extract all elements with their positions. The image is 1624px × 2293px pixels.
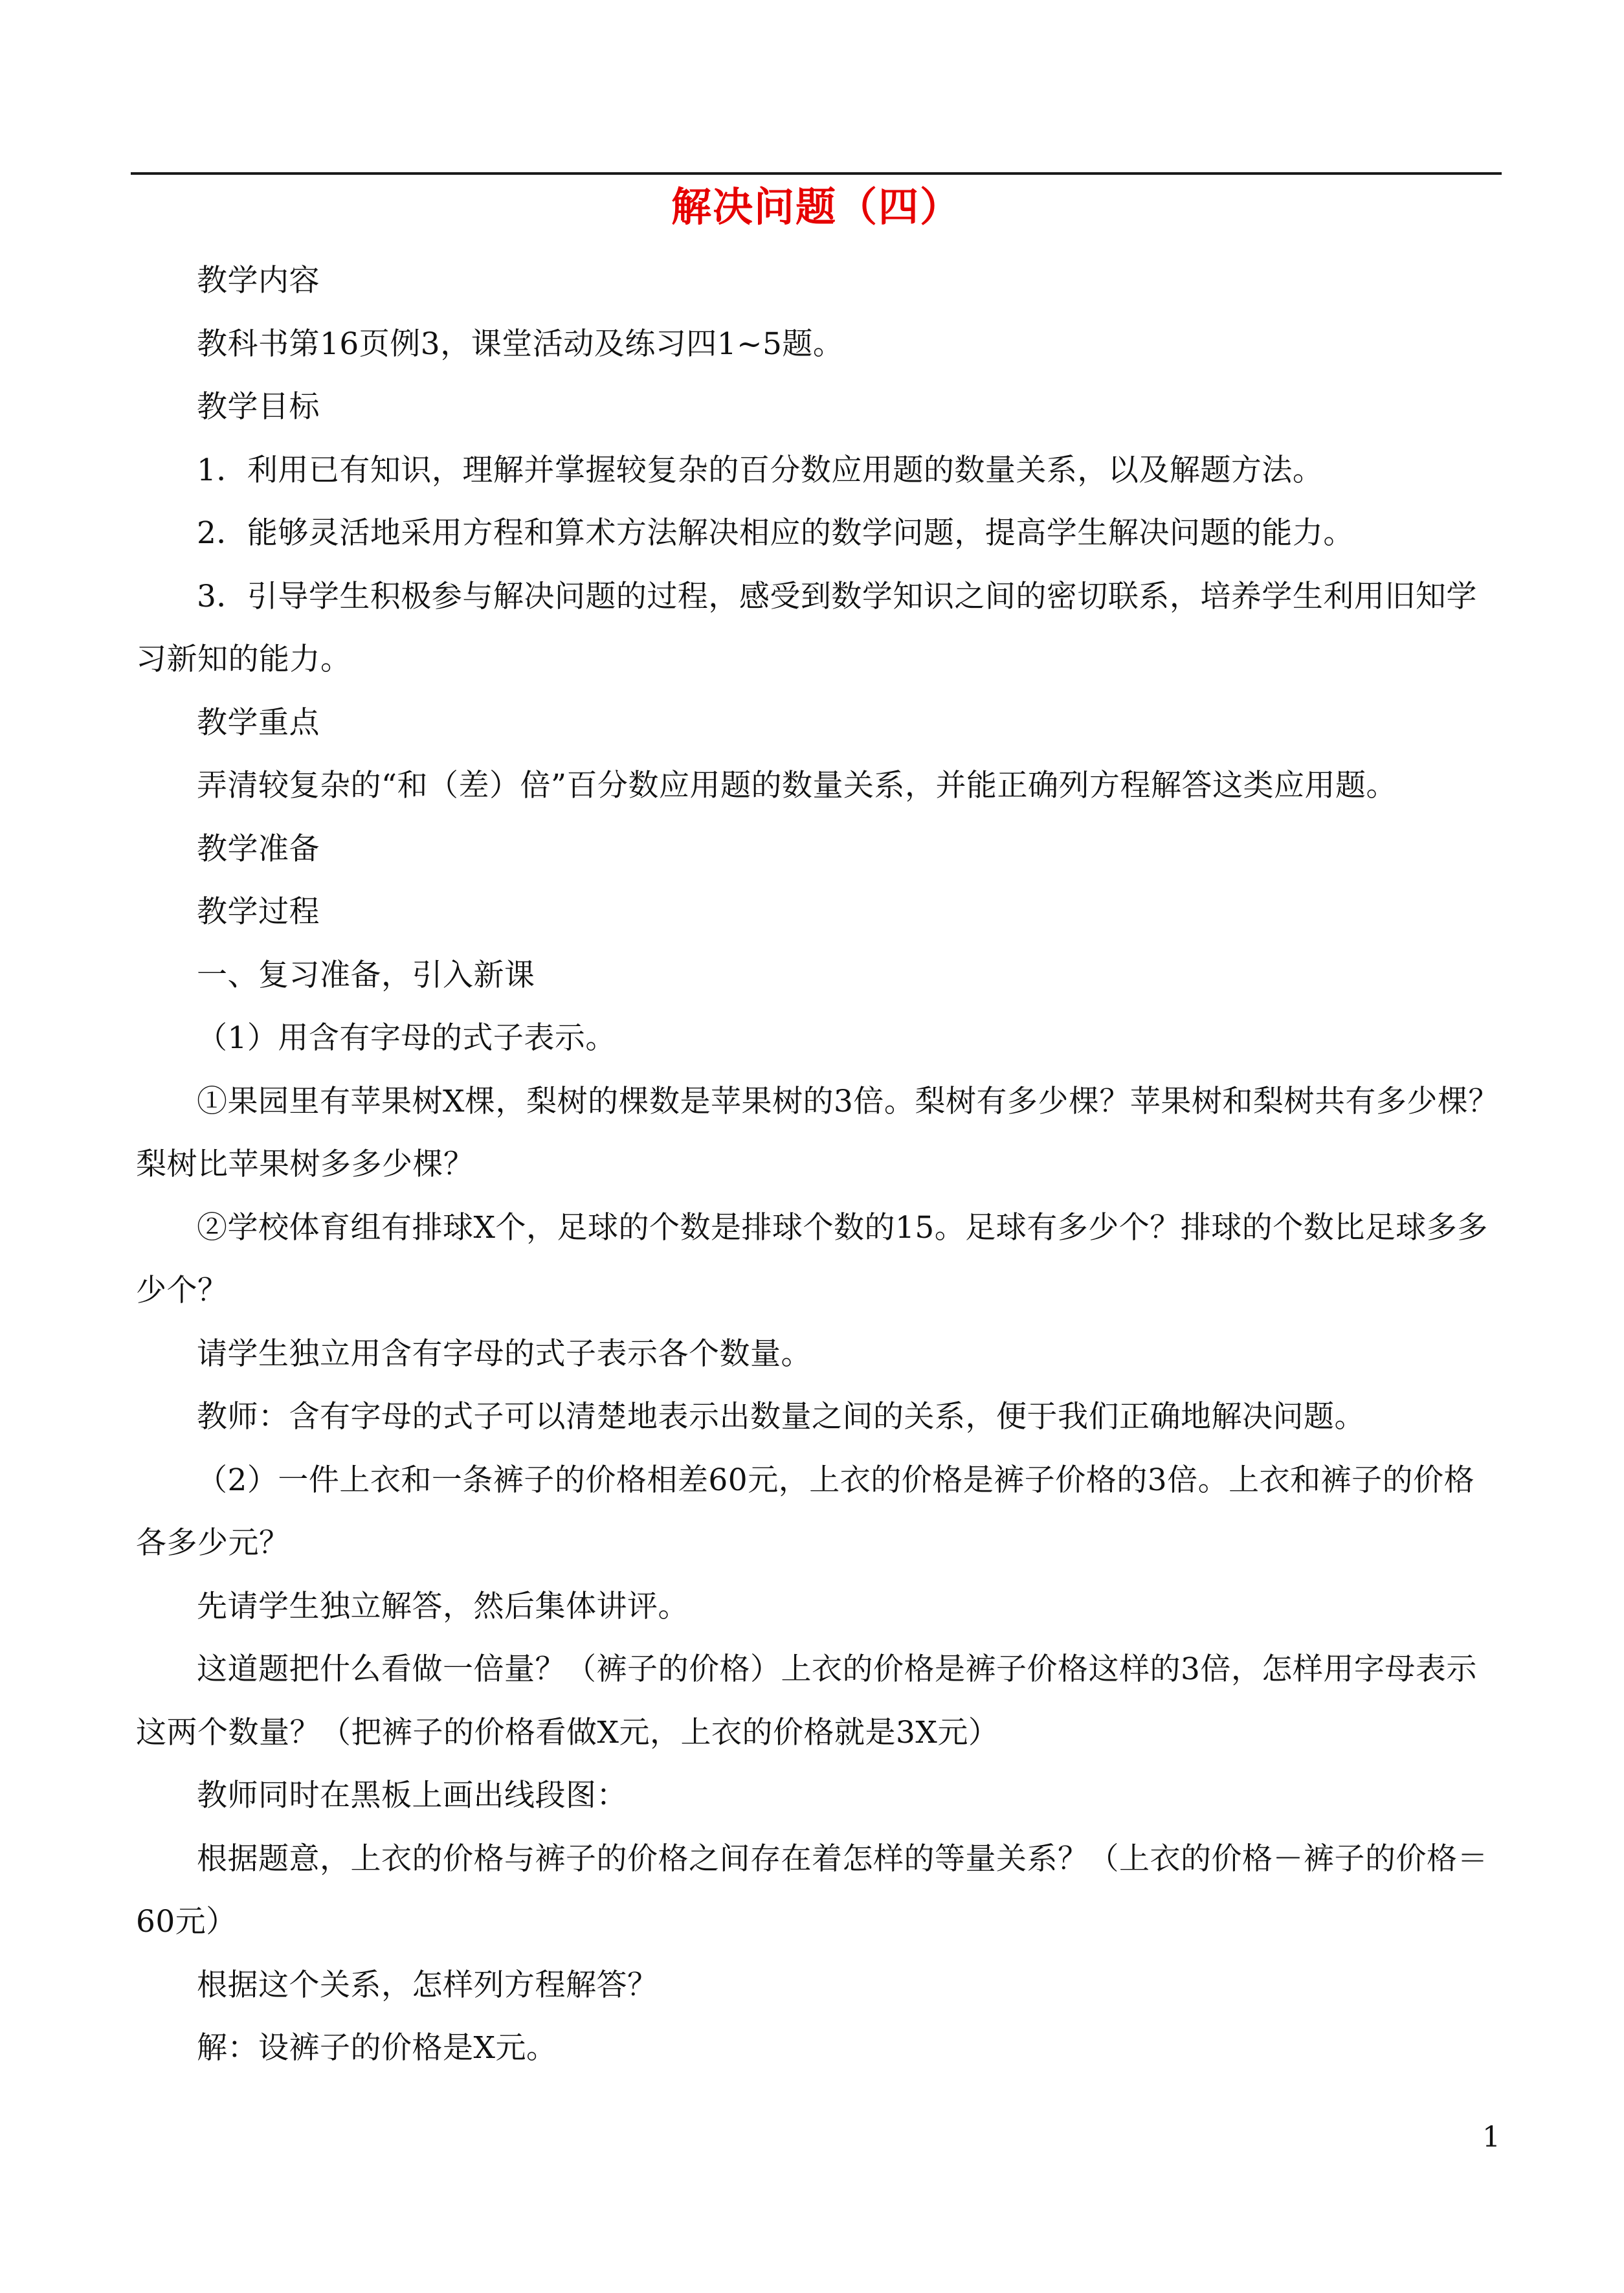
header-rule	[131, 172, 1502, 175]
paragraph-textbook-reference: 教科书第16页例3，课堂活动及练习四1~5题。	[197, 326, 844, 362]
paragraph-objective-3: 3．引导学生积极参与解决问题的过程，感受到数学知识之间的密切联系，培养学生利用旧知学习新知的能力。	[136, 578, 1477, 677]
paragraph-heading-objectives: 教学目标	[197, 389, 320, 425]
paragraph-equation-question: 根据这个关系，怎样列方程解答？	[197, 1967, 658, 2003]
page-number: 1	[1482, 2121, 1500, 2154]
paragraph-line-diagram-note: 教师同时在黑板上画出线段图：	[197, 1778, 627, 1813]
paragraph-heading-key-points: 教学重点	[197, 704, 320, 741]
paragraph-section-review: 一、复习准备，引入新课	[197, 957, 535, 993]
paragraph-equal-relation: 根据题意，上衣的价格与裤子的价格之间存在着怎样的等量关系？（上衣的价格－裤子的价格＝60元）	[136, 1840, 1488, 1940]
paragraph-solve-instruction: 先请学生独立解答，然后集体讲评。	[197, 1588, 689, 1624]
paragraph-solution-start: 解：设裤子的价格是X元。	[197, 2030, 557, 2066]
paragraph-teacher-note: 教师：含有字母的式子可以清楚地表示出数量之间的关系，便于我们正确地解决问题。	[197, 1399, 1365, 1435]
paragraph-exercise-1a: ①果园里有苹果树X棵，梨树的棵数是苹果树的3倍。梨树有多少棵？苹果树和梨树共有多少棵？梨树比苹果树多多少棵？	[136, 1083, 1499, 1182]
paragraph-exercise-2: （2）一件上衣和一条裤子的价格相差60元，上衣的价格是裤子价格的3倍。上衣和裤子的价格各多少元？	[136, 1462, 1475, 1561]
paragraph-exercise-1b: ②学校体育组有排球X个，足球的个数是排球个数的15。足球有多少个？排球的个数比足球多多少个？	[136, 1209, 1488, 1308]
paragraph-instruction: 请学生独立用含有字母的式子表示各个数量。	[197, 1336, 812, 1372]
paragraph-question-analysis: 这道题把什么看做一倍量？（裤子的价格）上衣的价格是裤子价格这样的3倍，怎样用字母表示这两个数量？（把裤子的价格看做X元，上衣的价格就是3X元）	[136, 1651, 1477, 1751]
paragraph-key-point: 弄清较复杂的“和（差）倍”百分数应用题的数量关系，并能正确列方程解答这类应用题。	[197, 768, 1397, 803]
paragraph-heading-content: 教学内容	[197, 263, 320, 298]
paragraph-exercise-1: （1）用含有字母的式子表示。	[197, 1020, 616, 1056]
paragraph-objective-2: 2．能够灵活地采用方程和算术方法解决相应的数学问题，提高学生解决问题的能力。	[197, 515, 1354, 551]
paragraph-heading-preparation: 教学准备	[197, 831, 320, 867]
paragraph-heading-process: 教学过程	[197, 894, 320, 930]
paragraph-objective-1: 1．利用已有知识，理解并掌握较复杂的百分数应用题的数量关系，以及解题方法。	[197, 452, 1324, 488]
document-title: 解决问题（四）	[671, 183, 961, 230]
document-body	[136, 249, 1502, 2080]
